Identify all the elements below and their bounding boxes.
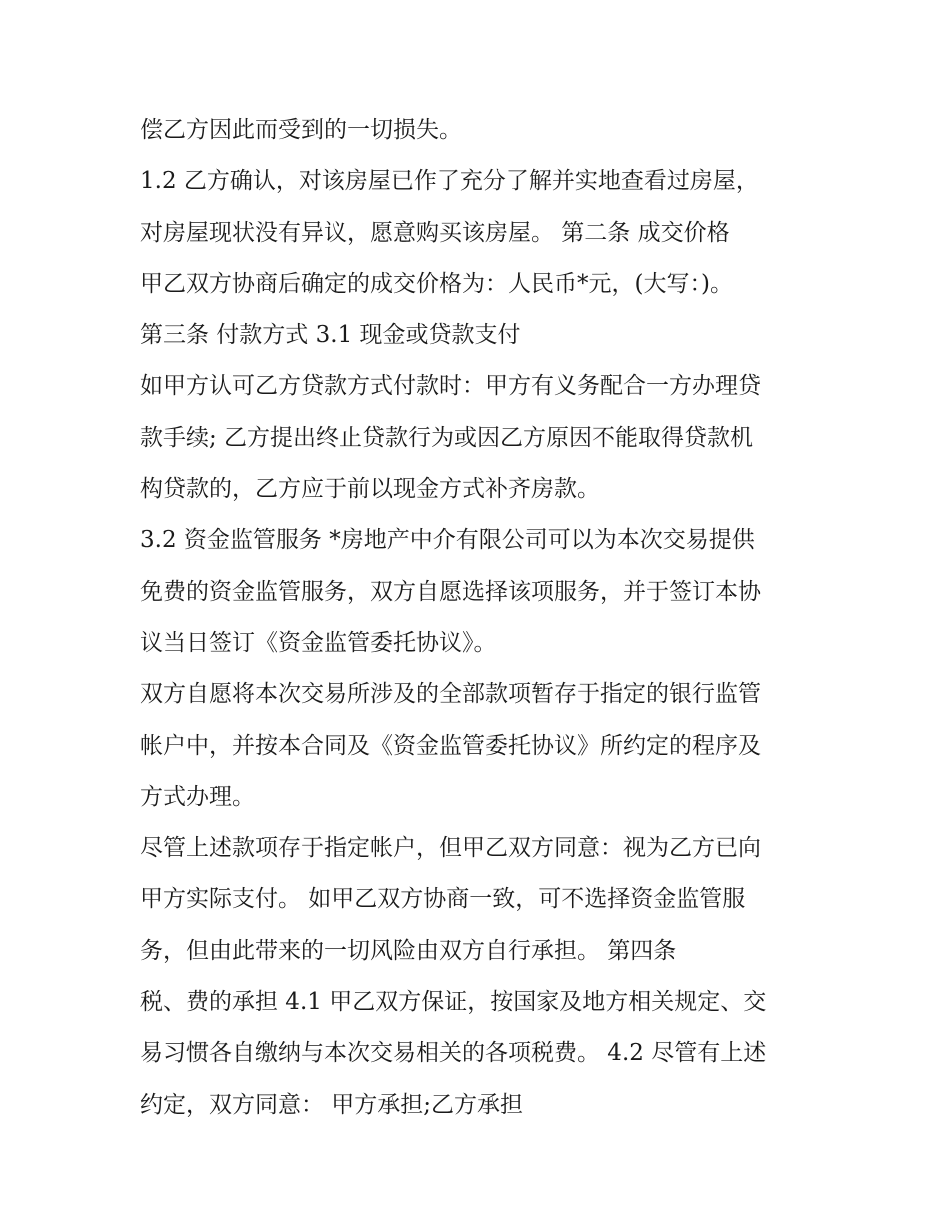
text-line: 约定，双方同意： 甲方承担;乙方承担 bbox=[140, 1091, 524, 1118]
text-line: 帐户中，并按本合同及《资金监管委托协议》所约定的程序及 bbox=[140, 732, 761, 759]
text-line: 方式办理。 bbox=[140, 783, 255, 810]
text-line: 对房屋现状没有异议，愿意购买该房屋。 第二条 成交价格 bbox=[140, 219, 730, 246]
text-line: 务，但由此带来的一切风险由双方自行承担。 第四条 bbox=[140, 937, 677, 964]
text-line: 3.2 资金监管服务 *房地产中介有限公司可以为本次交易提供 bbox=[140, 527, 755, 554]
text-line: 双方自愿将本次交易所涉及的全部款项暂存于指定的银行监管 bbox=[140, 681, 761, 708]
text-line: 如甲方认可乙方贷款方式付款时：甲方有义务配合一方办理贷 bbox=[140, 373, 761, 400]
text-line: 款手续; 乙方提出终止贷款行为或因乙方原因不能取得贷款机 bbox=[140, 424, 754, 451]
text-line: 偿乙方因此而受到的一切损失。 bbox=[140, 117, 462, 143]
text-line: 议当日签订《资金监管委托协议》。 bbox=[140, 629, 497, 656]
document-body bbox=[140, 105, 830, 1131]
text-line: 尽管上述款项存于指定帐户，但甲乙双方同意：视为乙方已向 bbox=[140, 835, 761, 862]
text-line: 构贷款的，乙方应于前以现金方式补齐房款。 bbox=[140, 476, 600, 503]
text-line: 第三条 付款方式 3.1 现金或贷款支付 bbox=[140, 322, 521, 349]
text-line: 税、费的承担 4.1 甲乙双方保证，按国家及地方相关规定、交 bbox=[140, 989, 767, 1016]
text-line: 甲方实际支付。 如甲乙双方协商一致，可不选择资金监管服 bbox=[140, 886, 746, 913]
text-line: 1.2 乙方确认，对该房屋已作了充分了解并实地查看过房屋， bbox=[140, 168, 759, 195]
text-line: 甲乙双方协商后确定的成交价格为：人民币*元，(大写：)。 bbox=[140, 270, 733, 297]
text-line: 易习惯各自缴纳与本次交易相关的各项税费。 4.2 尽管有上述 bbox=[140, 1040, 767, 1067]
text-line: 免费的资金监管服务，双方自愿选择该项服务，并于签订本协 bbox=[140, 578, 761, 605]
